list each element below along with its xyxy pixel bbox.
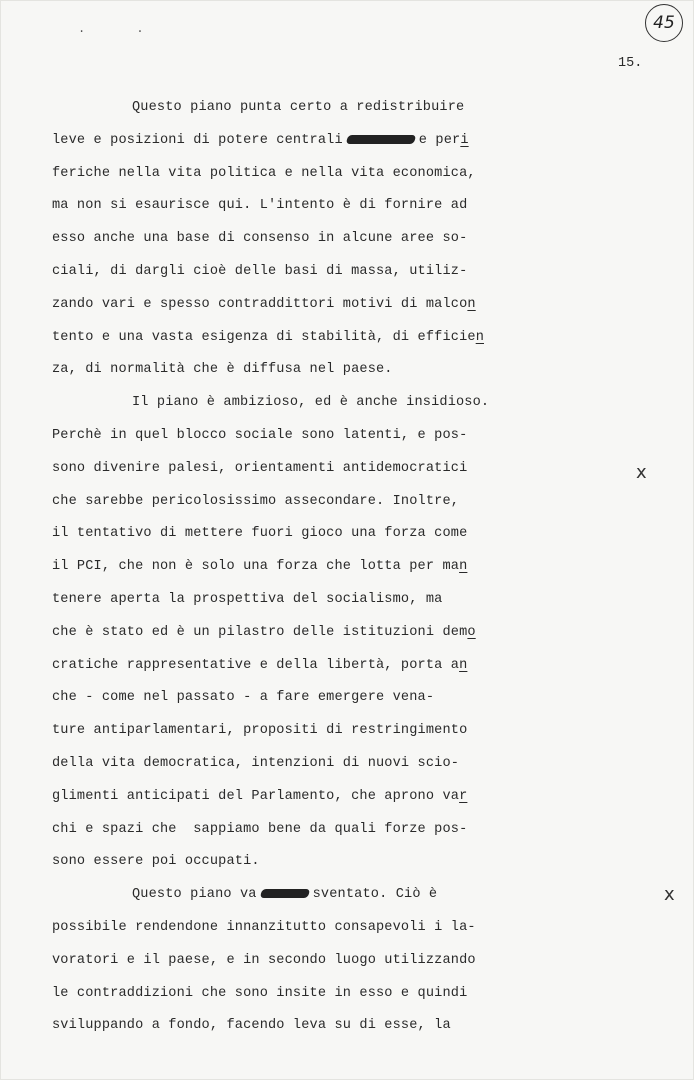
text-line xyxy=(52,617,652,650)
typed-text-body xyxy=(52,92,652,1043)
circled-page-number: 45 xyxy=(645,4,683,42)
text-line: possibile rendendone innanzitutto consapevoli i la- xyxy=(52,919,476,935)
stray-dots: . . xyxy=(78,22,166,36)
text-line: il tentativo di mettere fuori gioco una forza come xyxy=(52,526,468,542)
margin-mark: x xyxy=(636,462,647,483)
underlined-hyphen-letter: i xyxy=(460,132,469,148)
text-line xyxy=(52,322,652,355)
underlined-hyphen-letter: n xyxy=(475,329,484,345)
page-number: 15. xyxy=(618,56,643,71)
text-line xyxy=(52,650,652,683)
text-segment: che è stato ed è un pilastro delle istituzioni dem xyxy=(52,624,468,640)
underlined-hyphen-letter: r xyxy=(459,788,468,804)
text-line: za, di normalità che è diffusa nel paese. xyxy=(52,362,393,378)
margin-mark: x xyxy=(664,884,675,905)
text-line: Questo piano punta certo a redistribuire xyxy=(132,100,465,115)
text-line: della vita democratica, intenzioni di nuovi scio- xyxy=(52,755,460,771)
text-line: ma non si esaurisce qui. L'intento è di fornire ad xyxy=(52,198,468,214)
text-line: esso anche una base di consenso in alcune aree so- xyxy=(52,231,468,247)
underlined-hyphen-letter: o xyxy=(467,624,476,640)
text-line xyxy=(52,551,652,584)
text-line: ciali, di dargli cioè delle basi di massa, utiliz- xyxy=(52,263,468,279)
text-line: tenere aperta la prospettiva del socialismo, ma xyxy=(52,591,443,607)
underlined-hyphen-letter: n xyxy=(467,296,476,312)
text-line: Perchè in quel blocco sociale sono latenti, e pos- xyxy=(52,427,468,443)
text-line: Il piano è ambizioso, ed è anche insidioso. xyxy=(132,395,490,411)
text-segment: glimenti anticipati del Parlamento, che aprono va xyxy=(52,788,460,804)
crossed-out-word xyxy=(346,135,416,144)
text-segment: e per xyxy=(418,132,461,148)
text-line: sono divenire palesi, orientamenti antidemocratici xyxy=(52,460,468,476)
text-segment: Questo piano va xyxy=(132,887,257,903)
text-line: che sarebbe pericolosissimo assecondare. Inoltre, xyxy=(52,493,460,509)
text-line: ture antiparlamentari, propositi di restringimento xyxy=(52,723,468,739)
text-line xyxy=(52,879,652,912)
underlined-hyphen-letter: n xyxy=(459,559,468,575)
text-line xyxy=(52,125,652,158)
text-line: che - come nel passato - a fare emergere vena- xyxy=(52,690,435,706)
text-segment: cratiche rappresentative e della libertà, porta a xyxy=(52,657,460,673)
underlined-hyphen-letter: n xyxy=(459,657,468,673)
text-segment: leve e posizioni di potere centrali xyxy=(52,132,343,148)
crossed-out-word xyxy=(259,889,309,898)
text-segment: sventato. Ciò è xyxy=(312,887,438,903)
text-line: voratori e il paese, e in secondo luogo utilizzando xyxy=(52,952,476,968)
text-segment: il PCI, che non è solo una forza che lotta per ma xyxy=(52,559,460,575)
text-line: le contraddizioni che sono insite in esso e quindi xyxy=(52,985,468,1001)
text-segment: zando vari e spesso contraddittori motivi di malco xyxy=(52,296,468,312)
text-line: chi e spazi che sappiamo bene da quali forze pos- xyxy=(52,821,468,837)
text-line: feriche nella vita politica e nella vita economica, xyxy=(52,165,476,181)
text-line: sono essere poi occupati. xyxy=(52,854,260,870)
text-line xyxy=(52,781,652,814)
text-line xyxy=(52,289,652,322)
text-line: sviluppando a fondo, facendo leva su di esse, la xyxy=(52,1018,451,1034)
text-segment: tento e una vasta esigenza di stabilità, di efficie xyxy=(52,329,476,345)
